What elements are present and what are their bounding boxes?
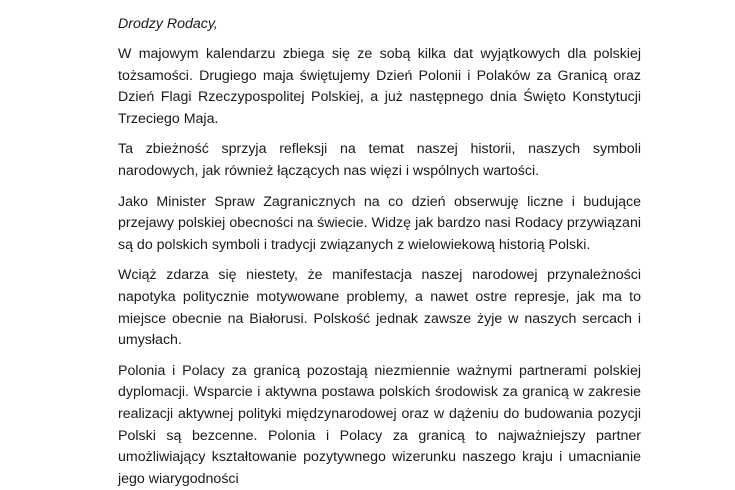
paragraph-belarus-repression: Wciąż zdarza się niestety, że manifestacja naszej narodowej przynależności napotyka politycznie motywowane problemy, a nawet ostre represje, jak ma to miejsce obecnie na Białorusi. Polskość jednak zawsze żyje w naszych sercach i umysłach. (118, 267, 641, 349)
letter-page (118, 14, 641, 490)
letter-salutation: Drodzy Rodacy, (118, 16, 218, 32)
paragraph-diplomacy-partners: Polonia i Polacy za granicą pozostają niezmiennie ważnymi partnerami polskiej dyplomacji. Wsparcie i aktywna postawa polskich środowisk za granicą w zakresie realizacji aktywnej polityki międzynarodowej oraz w dążeniu do budowania pozycji Polski są bezcenne. Polonia i Polacy za granicą to najważniejszy partner umożliwiający kształtowanie pozytywnego wizerunku naszego kraju i umacnianie jego wiarygodności (118, 362, 641, 487)
paragraph-minister-observations: Jako Minister Spraw Zagranicznych na co dzień obserwuję liczne i budujące przejawy polskiej obecności na świecie. Widzę jak bardzo nasi Rodacy przywiązani są do polskich symboli i tradycji związanych z wielowiekową historią Polski. (118, 193, 641, 253)
paragraph-national-dates: W majowym kalendarzu zbiega się ze sobą kilka dat wyjątkowych dla polskiej tożsamości. Drugiego maja świętujemy Dzień Polonii i Polaków za Granicą oraz Dzień Flagi Rzeczypospolitej Polskiej, a już następnego dnia Święto Konstytucji Trzeciego Maja. (118, 46, 641, 127)
paragraph-reflection: Ta zbieżność sprzyja refleksji na temat naszej historii, naszych symboli narodowych, jak również łączących nas więzi i wspólnych wartości. (118, 141, 641, 179)
